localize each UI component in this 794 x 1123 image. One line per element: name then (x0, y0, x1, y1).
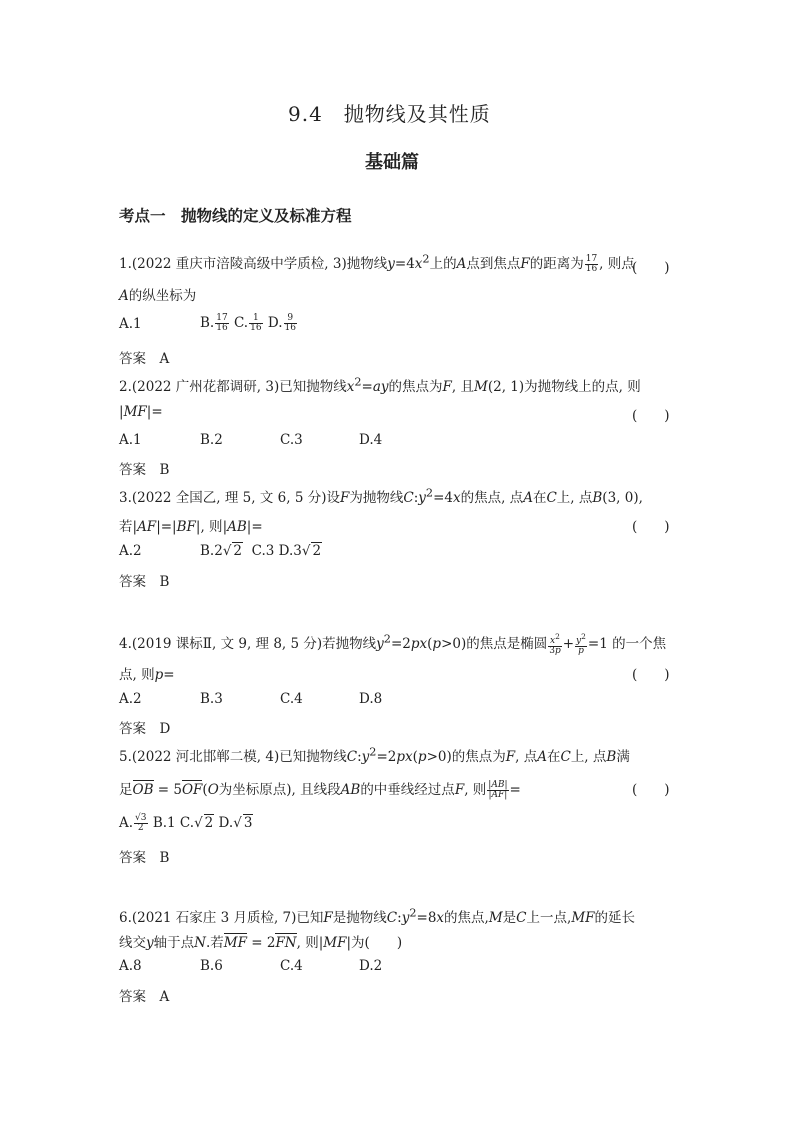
question-2-option-d: D.4 (359, 432, 383, 448)
question-3-options-bcd: B.2√ 2 C.3 D.3√ 2 (200, 543, 322, 559)
question-4-answer: 答案 D (119, 721, 171, 737)
question-4-option-a: A.2 (119, 691, 142, 707)
question-6-option-c: C.4 (280, 958, 303, 974)
question-2-option-b: B.2 (200, 432, 223, 448)
page-title: 9.4 抛物线及其性质 (288, 102, 491, 126)
question-2-option-c: C.3 (280, 432, 303, 448)
question-4-option-d: D.8 (359, 691, 383, 707)
question-4-line-2: 点, 则p= (119, 667, 175, 683)
question-1-option-a: A.1 (119, 316, 142, 332)
question-6-line-2: 线交y轴于点N.若MF = 2FN, 则|MF|为( ) (119, 935, 403, 951)
question-2-answer: 答案 B (119, 462, 170, 478)
question-1-line-1: 1.(2022 重庆市涪陵高级中学质检, 3)抛物线$y=4x^2$上的A点到焦点F的距离为 $\frac{17}{16}$ , 则点 (119, 252, 635, 274)
question-5-options: A. $\frac{√3}{2}$ B.1 C.√ 2 D.√ 3 (119, 813, 253, 833)
question-6-option-d: D.2 (359, 958, 383, 974)
question-5-line-1: 5.(2022 河北邯郸二模, 4)已知抛物线$C:y^2=2px(p>0)$的焦点为F, 点A在C上, 点B满 (119, 745, 630, 765)
question-4-line-1: 4.(2019 课标Ⅱ, 文 9, 理 8, 5 分)若抛物线$y^2=2px(p>0)$的焦点是椭圆 $\frac{x^2}{3p}$ + $\frac{y^2}{p}$ =1 的一个焦 (119, 632, 667, 656)
page-subtitle: 基础篇 (365, 152, 419, 173)
answer-blank: ( ) (632, 667, 670, 683)
question-2-option-a: A.1 (119, 432, 142, 448)
question-2-line-1: 2.(2022 广州花都调研, 3)已知抛物线$x^2=ay$的焦点为F, 且M(2, 1)为抛物线上的点, 则 (119, 375, 641, 395)
question-6-option-b: B.6 (200, 958, 223, 974)
question-1-options-bcd: B. $\frac{17}{16}$ C. $\frac{1}{16}$ D. $\frac{9}{16}$ (200, 313, 296, 333)
answer-blank: ( ) (632, 408, 670, 424)
question-2-line-2: |MF|= (119, 404, 163, 420)
question-1-answer: 答案 A (119, 351, 170, 367)
question-5-line-2: 足OB = 5OF(O为坐标原点), 且线段AB的中垂线经过点F, 则 $\frac{|AB|}{|AF|}$ = (119, 780, 521, 800)
answer-blank: ( ) (632, 782, 670, 798)
answer-blank: ( ) (632, 260, 670, 276)
question-3-answer: 答案 B (119, 574, 170, 590)
question-5-answer: 答案 B (119, 850, 170, 866)
question-4-option-b: B.3 (200, 691, 223, 707)
question-6-answer: 答案 A (119, 989, 170, 1005)
question-6-line-1: 6.(2021 石家庄 3 月质检, 7)已知F是抛物线$C:y^2=8x$的焦点,M是C上一点,MF的延长 (119, 906, 636, 926)
question-4-option-c: C.4 (280, 691, 303, 707)
question-3-option-a: A.2 (119, 543, 142, 559)
question-6-option-a: A.8 (119, 958, 142, 974)
question-3-line-1: 3.(2022 全国乙, 理 5, 文 6, 5 分)设F为抛物线$C:y^2=4x$的焦点, 点A在C上, 点B(3, 0), (119, 486, 643, 506)
question-3-line-2: 若|AF|=|BF|, 则|AB|= (119, 519, 263, 535)
section-heading: 考点一 抛物线的定义及标准方程 (119, 206, 352, 225)
answer-blank: ( ) (632, 519, 670, 535)
question-1-line-2: A的纵坐标为 (119, 288, 197, 304)
